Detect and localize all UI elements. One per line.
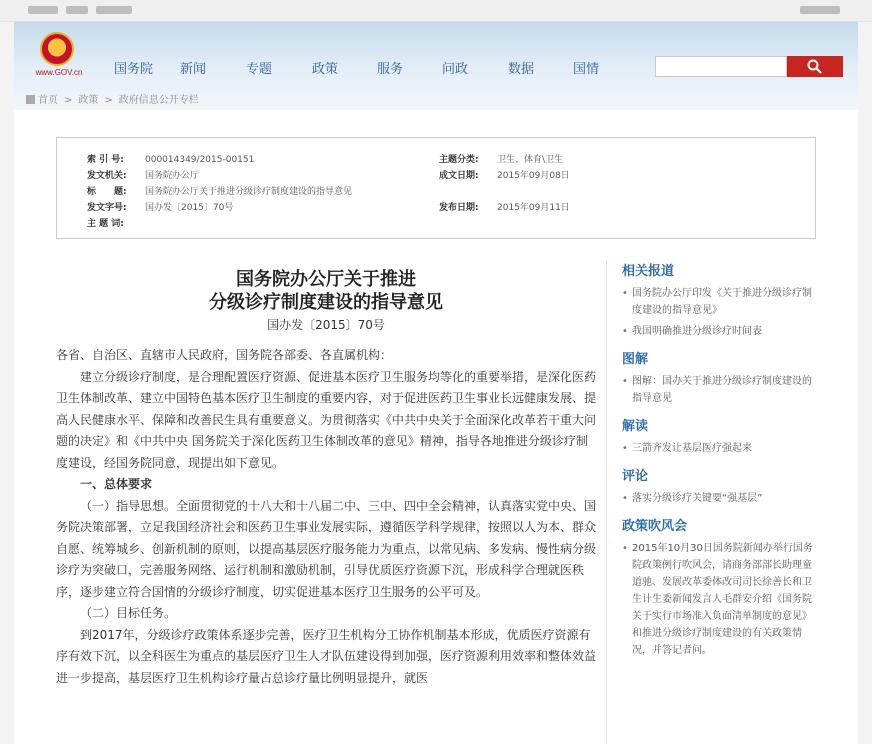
article-doc-number: 国办发〔2015〕70号 xyxy=(267,318,385,332)
breadcrumb-separator: > xyxy=(64,95,73,106)
home-icon xyxy=(26,95,35,104)
article-paragraph: （一）指导思想。全面贯彻党的十八大和十八届二中、三中、四中全会精神，认真落实党中央、国务院决策部署，立足我国经济社会和医药卫生事业发展实际，遵循医学科学规律，按照以人为本、群众自愿、统筹城乡、创新机制的原则，以提高基层医疗服务能力为重点，以常见病、多发病、慢性病分级诊疗为突破口，完善服务网络、运行机制和激励机制，引导优质医疗资源下沉，形成科学合理就医秩序，逐步建立符合国情的分级诊疗制度，切实促进基本医疗卫生服务的公平可及。 xyxy=(56,498,597,599)
sidebar-section-infographic xyxy=(622,348,818,407)
browser-top-strip xyxy=(0,0,872,22)
nav-item-state-council[interactable]: 国务院 xyxy=(114,62,154,77)
breadcrumb-separator: > xyxy=(104,95,113,106)
article-title-line2: 分级诊疗制度建设的指导意见 xyxy=(209,292,443,313)
nav-item-news[interactable]: 新闻 xyxy=(180,62,207,77)
sidebar-link[interactable]: • 2015年10月30日国务院新闻办举行国务院政策例行吹风会，请商务部部长助理童道驰、发展改革委体改司司长徐善长和卫生计生委新闻发言人毛群安介绍《国务院关于实行市场准入负面清单制度的意见》和推进分级诊疗制度建设的有关政策情况，并答记者问。 xyxy=(622,540,818,659)
search-input[interactable] xyxy=(655,56,787,77)
top-link-placeholder[interactable] xyxy=(28,6,58,14)
info-keywords-row: 主 题 词: xyxy=(87,219,124,229)
logo-url-text: www.GOV.cn xyxy=(35,68,83,77)
sidebar-title[interactable]: 政策吹风会 xyxy=(622,519,688,534)
sidebar-section-briefing xyxy=(622,515,818,659)
sidebar-link[interactable]: • 三箭齐发让基层医疗强起来 xyxy=(622,440,818,457)
sidebar-link[interactable]: • 我国明确推进分级诊疗时间表 xyxy=(622,323,818,340)
sidebar-link[interactable]: • 国务院办公厅印发《关于推进分级诊疗制度建设的指导意见》 xyxy=(622,285,818,319)
sidebar-title[interactable]: 评论 xyxy=(622,469,649,484)
search-button[interactable] xyxy=(787,56,843,77)
article-paragraph: 到2017年，分级诊疗政策体系逐步完善，医疗卫生机构分工协作机制基本形成，优质医疗资源有序有效下沉，以全科医生为重点的基层医疗卫生人才队伍建设得到加强，医疗资源利用效率和整体效益进一步提高，基层医疗卫生机构诊疗量占总诊疗量比例明显提升，就医 xyxy=(56,627,597,685)
top-link-placeholder[interactable] xyxy=(800,6,840,14)
search-box xyxy=(655,56,845,77)
top-link-placeholder[interactable] xyxy=(66,6,88,14)
sidebar-title[interactable]: 相关报道 xyxy=(622,264,675,279)
article-title-line1: 国务院办公厅关于推进 xyxy=(236,269,416,290)
star-icon: ★ xyxy=(52,39,63,53)
nav-item-national-info[interactable]: 国情 xyxy=(573,62,600,77)
breadcrumb-gov-info[interactable]: 政府信息公开专栏 xyxy=(118,95,199,106)
info-title-row: 标 题: 国务院办公厅关于推进分级诊疗制度建设的指导意见 xyxy=(87,187,353,197)
related-sidebar xyxy=(622,260,818,667)
breadcrumb xyxy=(26,91,205,106)
search-icon xyxy=(807,59,823,74)
article-section-heading: 一、总体要求 xyxy=(80,477,153,491)
nav-item-services[interactable]: 服务 xyxy=(377,62,404,77)
article-body xyxy=(56,268,596,744)
sidebar-section-commentary xyxy=(622,465,818,507)
sidebar-section-related xyxy=(622,260,818,340)
breadcrumb-home[interactable]: 首页 xyxy=(38,95,58,106)
column-divider xyxy=(606,260,607,744)
sidebar-link[interactable]: • 落实分级诊疗关键要“强基层” xyxy=(622,490,818,507)
sidebar-link[interactable]: • 图解：国办关于推进分级诊疗制度建设的指导意见 xyxy=(622,373,818,407)
info-date-published-row: 发布日期: 2015年09月11日 xyxy=(439,203,570,213)
article-paragraph: （二）目标任务。 xyxy=(80,606,177,620)
nav-item-inquiry[interactable]: 问政 xyxy=(442,62,469,77)
info-docno-row: 发文字号: 国办发〔2015〕70号 xyxy=(87,203,234,213)
sidebar-title[interactable]: 解读 xyxy=(622,419,649,434)
nav-item-topics[interactable]: 专题 xyxy=(246,62,273,77)
info-category-row: 主题分类: 卫生、体育\卫生 xyxy=(439,155,564,165)
sidebar-section-interpretation xyxy=(622,415,818,457)
breadcrumb-policy[interactable]: 政策 xyxy=(78,95,99,106)
site-header xyxy=(14,22,858,110)
article-salutation: 各省、自治区、直辖市人民政府，国务院各部委、各直属机构： xyxy=(56,348,393,362)
info-issuer-row: 发文机关: 国务院办公厅 xyxy=(87,171,200,181)
article-title xyxy=(56,268,596,314)
info-date-created-row: 成文日期: 2015年09月08日 xyxy=(439,171,570,181)
sidebar-title[interactable]: 图解 xyxy=(622,352,649,367)
article-paragraph: 建立分级诊疗制度，是合理配置医疗资源、促进基本医疗卫生服务均等化的重要举措，是深化医药卫生体制改革、建立中国特色基本医疗卫生制度的重要内容，对于促进医药卫生事业长远健康发展、提高人民健康水平、保障和改善民生具有重要意义。为贯彻落实《中共中央关于全面深化改革若干重大问题的决定》和《中共中央 国务院关于深化医药卫生体制改革的意见》精神，指导各地推进分级诊疗制度建设，经国务院同意，现提出如下意见。 xyxy=(56,369,597,470)
page-frame xyxy=(14,22,858,744)
top-link-placeholder[interactable] xyxy=(96,6,132,14)
nav-item-policy[interactable]: 政策 xyxy=(312,62,339,77)
info-index-row: 索 引 号: 000014349/2015-00151 xyxy=(87,155,255,165)
document-info-box xyxy=(56,137,816,239)
national-emblem-logo[interactable] xyxy=(40,32,74,66)
nav-item-data[interactable]: 数据 xyxy=(508,62,535,77)
